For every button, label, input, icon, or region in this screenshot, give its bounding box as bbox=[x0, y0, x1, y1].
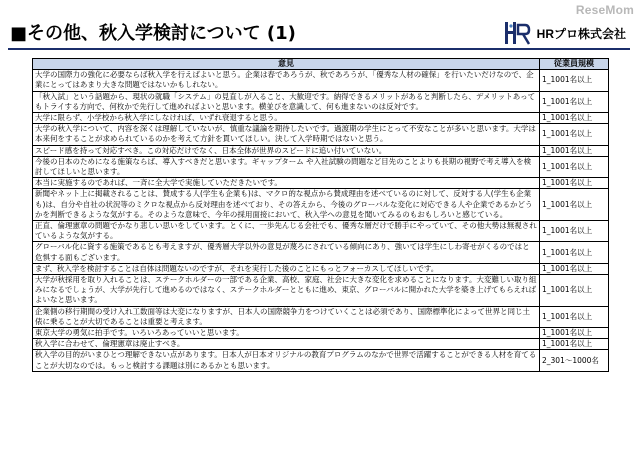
company-size-cell: 1_1001名以上 bbox=[540, 156, 609, 177]
opinion-table-container bbox=[32, 58, 608, 372]
table-row bbox=[33, 156, 609, 177]
company-size-cell: 1_1001名以上 bbox=[540, 221, 609, 242]
watermark-text: ReseMom bbox=[575, 3, 634, 17]
header-company-size: 従業員規模 bbox=[540, 59, 609, 70]
opinion-cell: 秋入学に合わせて、倫理憲章は廃止すべき。 bbox=[33, 339, 540, 350]
title-divider bbox=[8, 48, 630, 50]
company-size-cell: 1_1001名以上 bbox=[540, 189, 609, 221]
opinion-cell: 「秋入試」という話題から、現状の就職「システム」の見直しが入ること、大歓迎です。納得できるメリットがあると判断したら、デメリットあってもトライする方向で、何枚かで先行して進めればよいと思います。横並びを意識して、何も進まないのは反対です。 bbox=[33, 91, 540, 112]
table-row bbox=[33, 91, 609, 112]
opinion-cell: 新聞やネット上に掲載されることは、賛成する人(学生も企業も)は、マクロ的な視点から賛成理由を述べているのに対して、反対する人(学生も企業も)は、自分や自社の状況等のミクロな視点から反対理由を述べており、その答えから、今後のグローバルな変化に対応できる人や企業であるかどうかを判断できるような気がする。そのような意味で、今年の採用面接において、秋入学への意見を聞いてみるのもおもしろいと感じている。 bbox=[33, 189, 540, 221]
table-row bbox=[33, 178, 609, 189]
table-row bbox=[33, 339, 609, 350]
table-row bbox=[33, 263, 609, 274]
opinion-cell: 今後の日本のためになる施策ならば、導入すべきだと思います。ギャップターム や入社試験の問題など目先のことよりも長期の視野で考え導入を検討してほしいと思います。 bbox=[33, 156, 540, 177]
table-header-row bbox=[33, 59, 609, 70]
table-row bbox=[33, 189, 609, 221]
opinion-cell: 大学が秋採用を取り入れることは、ステークホルダーの一部である企業、高校、家庭、社会に大きな変化を求めることになります。大変難しい取り組みになるでしょうが、大学が先行して進めるのではなく、ステークホルダーとともに進め、東京、グローバルに開かれた大学を築き上げてもらえればよいなと思います。 bbox=[33, 275, 540, 307]
table-row bbox=[33, 275, 609, 307]
table-row bbox=[33, 306, 609, 327]
hr-logo-icon bbox=[503, 20, 531, 46]
table-row bbox=[33, 113, 609, 124]
title-row bbox=[10, 20, 296, 44]
opinion-cell: 本当に実施するのであれば、一斉に全大学で実施していただきたいです。 bbox=[33, 178, 540, 189]
table-row bbox=[33, 70, 609, 91]
company-size-cell: 1_1001名以上 bbox=[540, 124, 609, 145]
opinion-cell: 大学の国際力の強化に必要ならば秋入学を行えばよいと思う。企業は春であろうが、秋であろうが、「優秀な人材の確保」を行いたいだけなので、企業にとってはあまり大きな問題ではないかもしれない。 bbox=[33, 70, 540, 91]
table-row bbox=[33, 145, 609, 156]
table-row bbox=[33, 221, 609, 242]
company-size-cell: 1_1001名以上 bbox=[540, 339, 609, 350]
header-opinion: 意見 bbox=[33, 59, 540, 70]
table-row bbox=[33, 124, 609, 145]
opinion-cell: まず、秋入学を検討することは自体は問題ないのですが、それを実行した後のことにもっとフォーカスしてほしいです。 bbox=[33, 263, 540, 274]
company-size-cell: 1_1001名以上 bbox=[540, 91, 609, 112]
opinion-cell: 東京大学の勇気に拍手です。いろいろあっていいと思います。 bbox=[33, 328, 540, 339]
company-name: HRプロ株式会社 bbox=[536, 26, 626, 41]
opinion-cell: 企業側の移行期間の受け入れ工数面等は大変になりますが、日本人の国際競争力をつけていくことは必須であり、国際標準化によって世界と同じ土俵に乗ることが大切であることは重要と考えます。 bbox=[33, 306, 540, 327]
company-size-cell: 1_1001名以上 bbox=[540, 263, 609, 274]
company-size-cell: 2_301～1000名 bbox=[540, 350, 609, 371]
table-row bbox=[33, 350, 609, 371]
opinion-cell: 正直、倫理憲章の問題でかなり悲しい思いをしています。とくに、一歩先んじる会社でも、優秀な層だけで勝手にやっていて、その他大勢は無視されているような気がする。 bbox=[33, 221, 540, 242]
table-row bbox=[33, 242, 609, 263]
opinion-cell: 秋入学の目的がいまひとつ理解できない点があります。日本人が日本オリジナルの教育プログラムのなかで世界で活躍することができる人材を育てることが大切なのでは。もっと検討する課題は別にあるかとも思います。 bbox=[33, 350, 540, 371]
company-size-cell: 1_1001名以上 bbox=[540, 328, 609, 339]
opinion-cell: 大学に限らず、小学校から秋入学にしなければ、いずれ衰退すると思う。 bbox=[33, 113, 540, 124]
company-size-cell: 1_1001名以上 bbox=[540, 242, 609, 263]
company-size-cell: 1_1001名以上 bbox=[540, 70, 609, 91]
opinion-cell: スピード感を持って対応すべき。この対応だけでなく、日本全体が世界のスピードに追い付いていない。 bbox=[33, 145, 540, 156]
page-title: ■その他、秋入学検討について (1) bbox=[10, 23, 296, 44]
opinion-cell: 大学の秋入学について、内容を深くは理解していないが、慎重な議論を期待したいです。過渡期の学生にとって不安なことが多いと思います。大学は本来何をすることが求められているのかを考えて方針を貫いてほしい。決して入学時期ではないと思う。 bbox=[33, 124, 540, 145]
company-logo bbox=[503, 20, 626, 46]
company-size-cell: 1_1001名以上 bbox=[540, 306, 609, 327]
company-size-cell: 1_1001名以上 bbox=[540, 113, 609, 124]
table-row bbox=[33, 328, 609, 339]
opinion-cell: グローバル化に資する施策であるとも考えますが、優秀層大学以外の意見が蔑ろにされている傾向にあり、強いては学生にしわ寄せがくるのではと危惧する面もございます。 bbox=[33, 242, 540, 263]
company-size-cell: 1_1001名以上 bbox=[540, 145, 609, 156]
company-size-cell: 1_1001名以上 bbox=[540, 275, 609, 307]
opinion-table bbox=[32, 58, 609, 372]
company-size-cell: 1_1001名以上 bbox=[540, 178, 609, 189]
